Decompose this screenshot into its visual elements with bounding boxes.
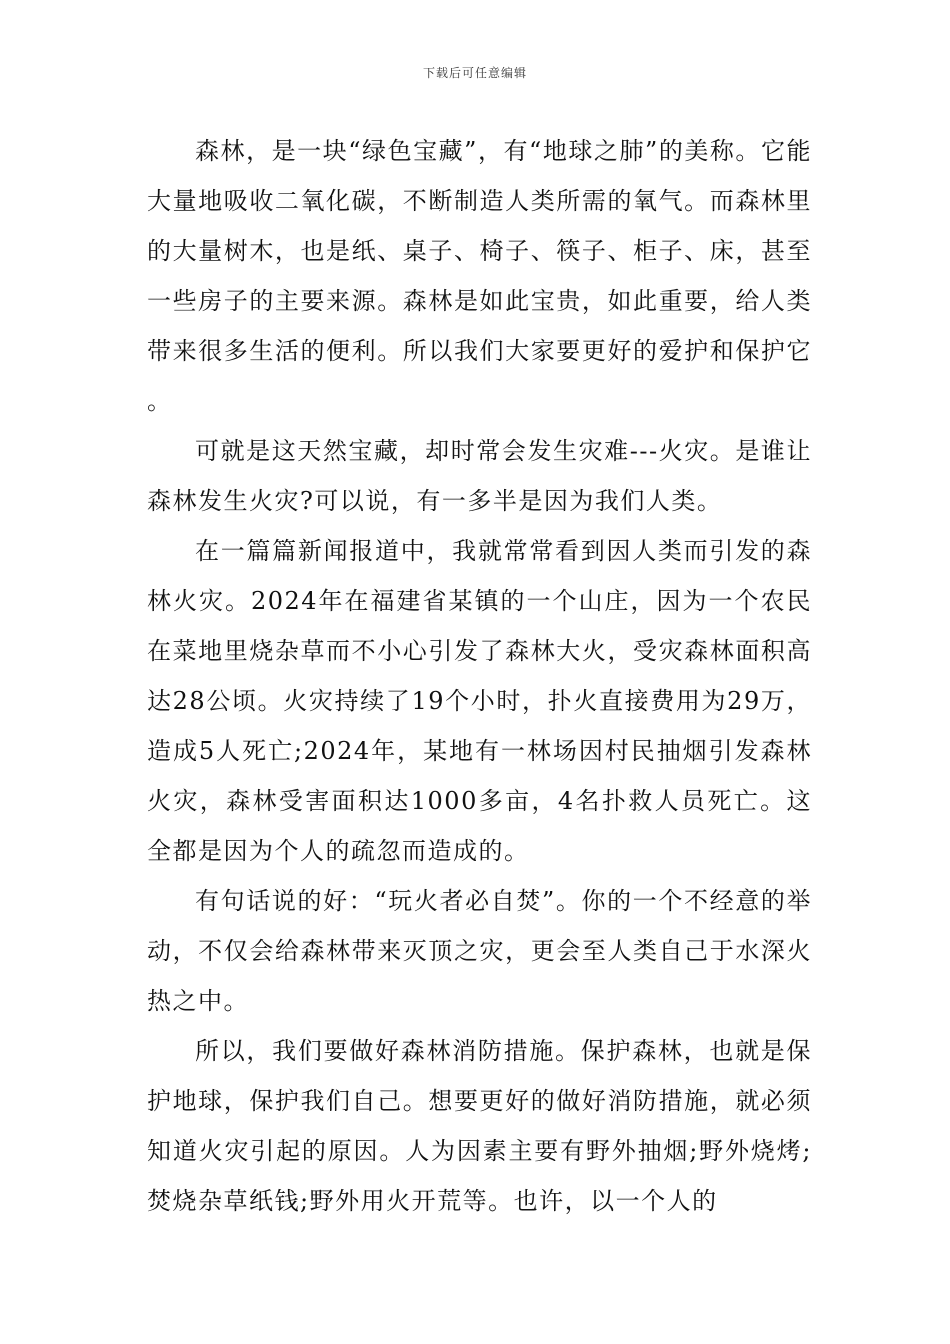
document-body bbox=[147, 126, 812, 1226]
paragraph-3: 在一篇篇新闻报道中，我就常常看到因人类而引发的森林火灾。2024年在福建省某镇的一个山庄，因为一个农民在菜地里烧杂草而不小心引发了森林大火，受灾森林面积高达28公顷。火灾持续了19个小时，扑火直接费用为29万，造成5人死亡;2024年，某地有一林场因村民抽烟引发森林火灾，森林受害面积达1000多亩，4名扑救人员死亡。这全都是因为个人的疏忽而造成的。 bbox=[147, 537, 812, 865]
paragraph-4: 有句话说的好：“玩火者必自焚”。你的一个不经意的举动，不仅会给森林带来灭顶之灾，更会至人类自己于水深火热之中。 bbox=[147, 887, 812, 1015]
paragraph-5: 所以，我们要做好森林消防措施。保护森林，也就是保护地球，保护我们自己。想要更好的做好消防措施，就必须知道火灾引起的原因。人为因素主要有野外抽烟;野外烧烤;焚烧杂草纸钱;野外用火开荒等。也许，以一个人的 bbox=[147, 1037, 812, 1215]
page-header-note: 下载后可任意编辑 bbox=[422, 66, 527, 80]
paragraph-1: 森林，是一块“绿色宝藏”，有“地球之肺”的美称。它能大量地吸收二氧化碳，不断制造人类所需的氧气。而森林里的大量树木，也是纸、桌子、椅子、筷子、柜子、床，甚至一些房子的主要来源。森林是如此宝贵，如此重要，给人类带来很多生活的便利。所以我们大家要更好的爱护和保护它。 bbox=[147, 137, 812, 415]
paragraph-2: 可就是这天然宝藏，却时常会发生灾难---火灾。是谁让森林发生火灾?可以说，有一多半是因为我们人类。 bbox=[147, 437, 812, 515]
